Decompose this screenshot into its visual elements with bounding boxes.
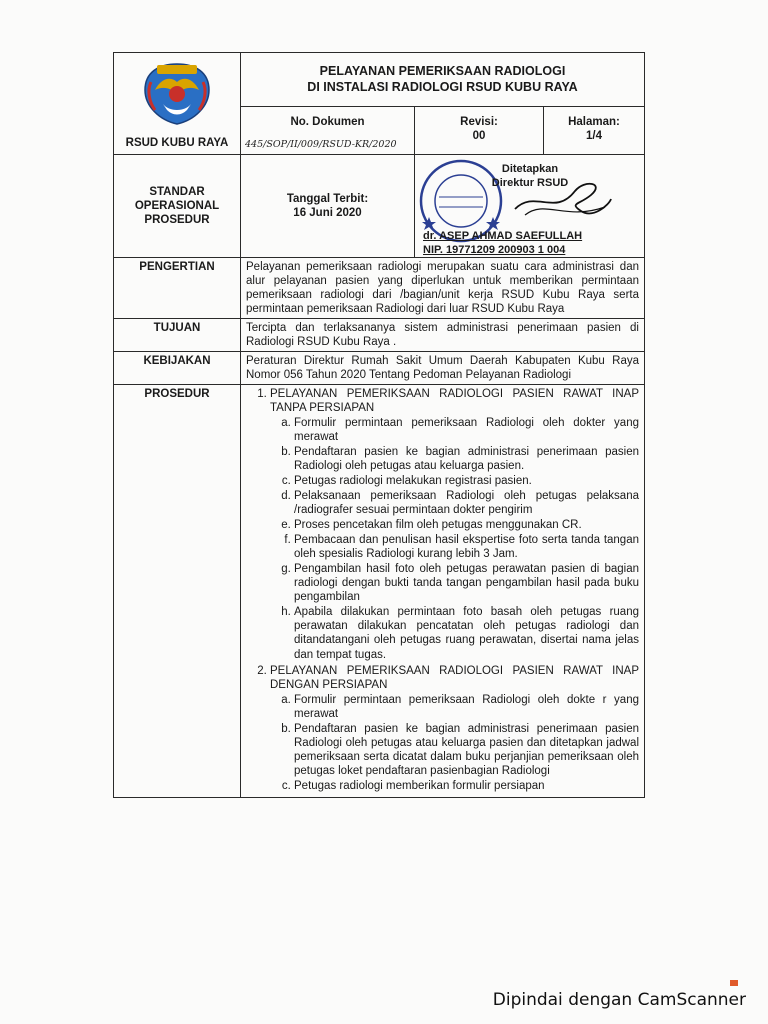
list-item: e. Proses pencetakan film oleh petugas menggunakan CR.: [294, 518, 639, 532]
scanner-watermark: Dipindai dengan CamScanner: [492, 990, 746, 1010]
list-item: c. Petugas radiologi melakukan registrasi pasien.: [294, 474, 639, 488]
prosedur-step-1: [270, 387, 639, 661]
list-item: g. Pengambilan hasil foto oleh petugas perawatan pasien di bagian radiologi dengan bukti tanda tangan pengambilan hasil pada buku pengambilan: [294, 562, 639, 604]
no-dokumen-label: No. Dokumen: [290, 115, 365, 128]
halaman-value: 1/4: [586, 129, 602, 142]
prosedur-1-items: [270, 416, 639, 661]
list-item: d. Pelaksanaan pemeriksaan Radiologi oleh petugas pelaksana /radiografer sesuai permintaan dokter pengirim: [294, 489, 639, 517]
revisi-value: 00: [472, 129, 486, 142]
prosedur-step-2: [270, 664, 639, 793]
tujuan-text: Tercipta dan terlaksananya sistem administrasi penerimaan pasien di Radiologi RSUD Kubu Raya .: [241, 319, 645, 352]
pengertian-label: PENGERTIAN: [114, 258, 241, 319]
tujuan-label: TUJUAN: [114, 319, 241, 352]
title-line-1: PELAYANAN PEMERIKSAAN RADIOLOGI: [319, 64, 566, 78]
list-item: a. Formulir permintaan pemeriksaan Radiologi oleh dokte r yang merawat: [294, 693, 639, 721]
direktur-label: Direktur RSUD: [491, 176, 569, 189]
no-dokumen-cell: [241, 106, 415, 155]
signer-nip: NIP. 19771209 200903 1 004: [423, 244, 566, 257]
signature-icon: [485, 169, 615, 229]
list-item: b. Pendaftaran pasien ke bagian administrasi penerimaan pasien Radiologi oleh petugas atau keluarga pasien dan ditetapkan jadwal pemeriksaan serta dicatat dalam buku perjanjian pemeriksaan oleh petugas loket pendaftaran pasienbagian Radiologi: [294, 722, 639, 778]
logo-cell: [114, 53, 241, 155]
list-item: f. Pembacaan dan penulisan hasil ekspertise foto serta tanda tangan oleh spesialis Radiologi kurang lebih 3 Jam.: [294, 533, 639, 561]
no-dokumen-value: 445/SOP/II/009/RSUD-KR/2020: [245, 138, 397, 150]
institution-name: RSUD KUBU RAYA: [125, 137, 229, 150]
kubu-raya-logo-icon: [137, 60, 217, 126]
revisi-cell: [415, 106, 544, 155]
list-item: c. Petugas radiologi memberikan formulir persiapan: [294, 779, 639, 793]
kebijakan-label: KEBIJAKAN: [114, 352, 241, 385]
prosedur-1-title: 1. PELAYANAN PEMERIKSAAN RADIOLOGI PASIEN RAWAT INAP TANPA PERSIAPAN: [270, 388, 639, 415]
halaman-cell: [544, 106, 645, 155]
title-line-2: DI INSTALASI RADIOLOGI RSUD KUBU RAYA: [307, 80, 578, 95]
revisi-label: Revisi:: [460, 115, 498, 128]
camscanner-mark-icon: [730, 980, 738, 986]
tanggal-value: 16 Juni 2020: [293, 207, 362, 220]
list-item: a. Formulir permintaan pemeriksaan Radiologi oleh dokter yang merawat: [294, 416, 639, 444]
prosedur-list: [246, 387, 639, 792]
pengertian-text: Pelayanan pemeriksaan radiologi merupakan suatu cara administrasi dan alur pelayanan pasien yang diperlukan untuk memberikan permintaan pemeriksaan radiologi dari /bagian/unit kerja RSUD Kubu Raya serta permintaan pemeriksaan Radiologi dari luar RSUD Kubu Raya: [241, 258, 645, 319]
kebijakan-text: Peraturan Direktur Rumah Sakit Umum Daerah Kabupaten Kubu Raya Nomor 056 Tahun 2020 Tentang Pedoman Pelayanan Radiologi: [241, 352, 645, 385]
prosedur-2-items: [270, 693, 639, 793]
signer-name: dr. ASEP AHMAD SAEFULLAH: [423, 230, 583, 243]
prosedur-2-title: 2. PELAYANAN PEMERIKSAAN RADIOLOGI PASIEN RAWAT INAP DENGAN PERSIAPAN: [270, 664, 639, 691]
sop-table: [113, 52, 645, 798]
halaman-label: Halaman:: [568, 115, 620, 128]
tanggal-terbit-cell: [241, 155, 415, 258]
sop-label: STANDAR OPERASIONAL PROSEDUR: [114, 155, 241, 258]
list-item: h. Apabila dilakukan permintaan foto basah oleh petugas ruang perawatan dilakukan pencatatan oleh petugas radiologi dan ditandatangani oleh petugas ruang perawatan, disertai nama jelas dan tempat tugas.: [294, 605, 639, 661]
ditetapkan-cell: [415, 155, 645, 258]
signer-block: [423, 229, 582, 258]
ditetapkan-label: Ditetapkan: [501, 163, 559, 176]
prosedur-content: [241, 385, 645, 797]
list-item: b. Pendaftaran pasien ke bagian administrasi penerimaan pasien Radiologi oleh petugas atau keluarga pasien.: [294, 445, 639, 473]
tanggal-label: Tanggal Terbit:: [286, 193, 369, 206]
document-title: [241, 53, 645, 107]
prosedur-label: PROSEDUR: [114, 385, 241, 797]
